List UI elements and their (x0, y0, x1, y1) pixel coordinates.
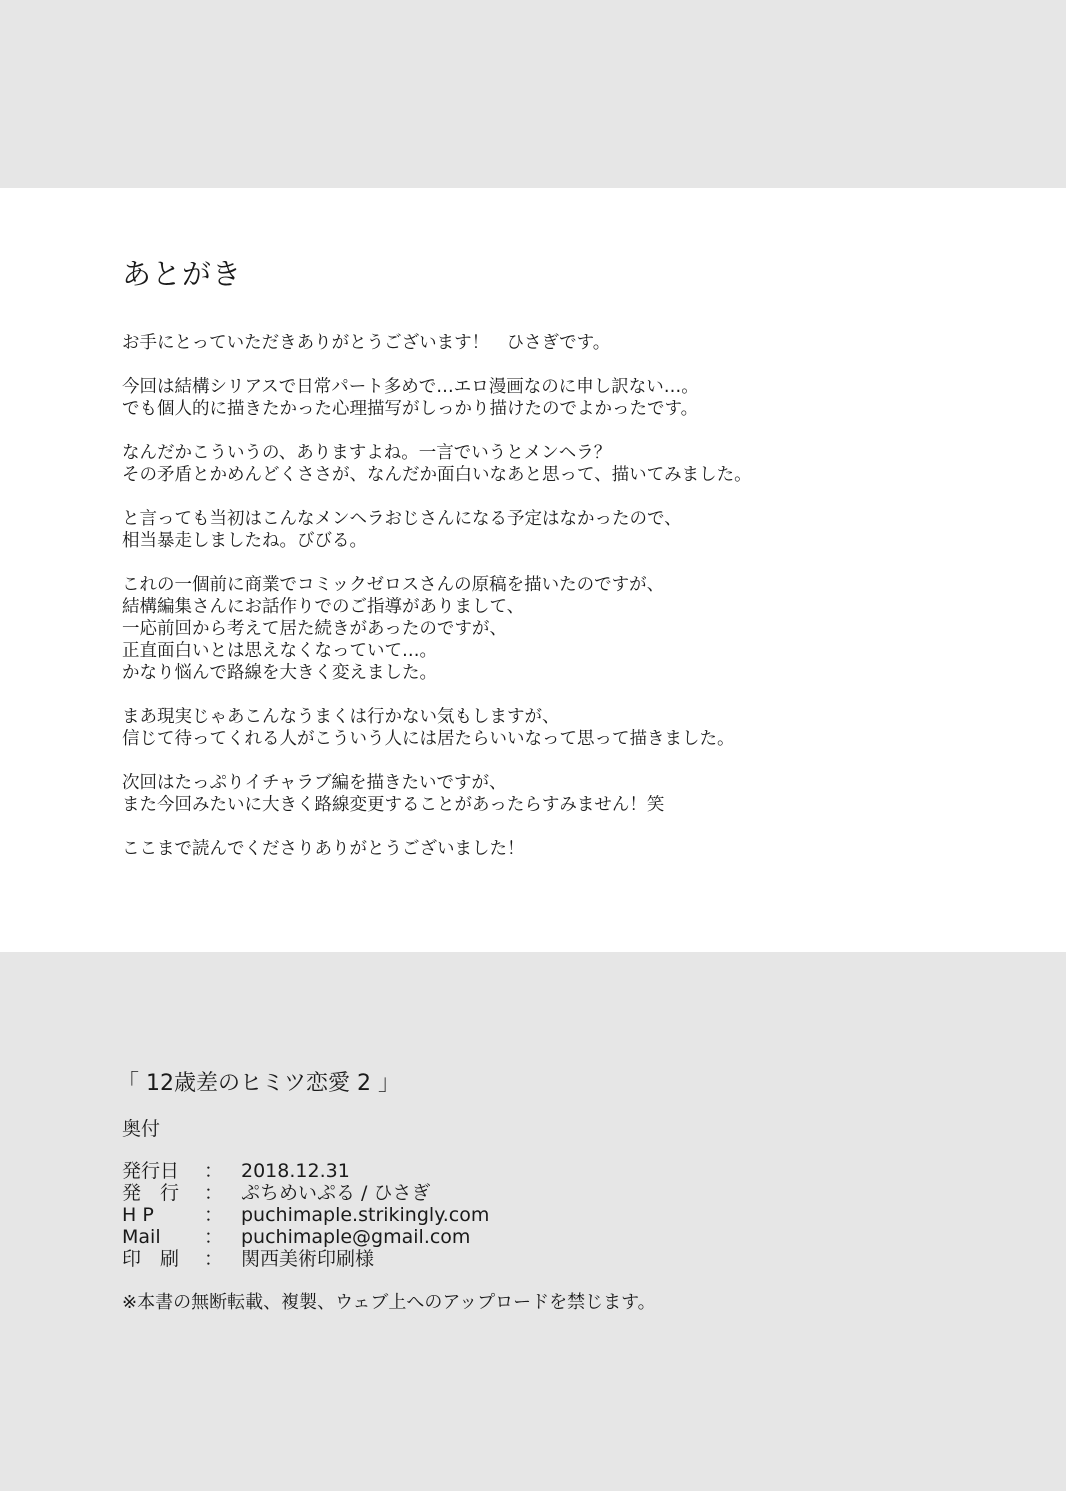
colophon-value: puchimaple@gmail.com (241, 1226, 471, 1248)
colophon-separator: ： (204, 1182, 224, 1204)
afterword-line: 結構編集さんにお話作りでのご指導がありまして、 (122, 597, 525, 617)
colophon-row-homepage (122, 1204, 489, 1226)
afterword-line: まあ現実じゃあこんなうまくは行かない気もしますが、 (122, 707, 560, 727)
afterword-line: 正直面白いとは思えなくなっていて…。 (122, 641, 437, 661)
afterword-line: また今回みたいに大きく路線変更することがあったらすみません！笑 (122, 795, 665, 815)
afterword-line: これの一個前に商業でコミックゼロスさんの原稿を描いたのですが、 (122, 575, 665, 595)
afterword-line: と言っても当初はこんなメンヘラおじさんになる予定はなかったので、 (122, 509, 682, 529)
afterword-paragraph (122, 706, 922, 750)
copyright-notice: ※本書の無断転載、複製、ウェブ上へのアップロードを禁じます。 (122, 1292, 656, 1313)
afterword-line: 一応前回から考えて居た続きがあったのですが、 (122, 619, 507, 639)
afterword-body (122, 332, 922, 882)
afterword-line: 次回はたっぷりイチャラブ編を描きたいですが、 (122, 773, 507, 793)
colophon-separator: ： (204, 1204, 224, 1226)
top-margin-band (0, 0, 1066, 188)
afterword-line: でも個人的に描きたかった心理描写がしっかり描けたのでよかったです。 (122, 399, 699, 419)
afterword-line: ここまで読んでくださりありがとうございました！ (122, 839, 525, 859)
afterword-paragraph (122, 508, 922, 552)
afterword-line: 信じて待ってくれる人がこういう人には居たらいいなって思って描きました。 (122, 729, 735, 749)
colophon-separator: ： (204, 1248, 224, 1270)
afterword-paragraph (122, 442, 922, 486)
afterword-line: かなり悩んで路線を大きく変えました。 (122, 663, 437, 683)
afterword-line: 相当暴走しましたね。びびる。 (122, 531, 367, 551)
colophon-value: 関西美術印刷様 (241, 1248, 375, 1270)
colophon-label: Mail (122, 1226, 161, 1248)
colophon-row-publish-date (122, 1160, 489, 1182)
colophon-row-publisher (122, 1182, 489, 1204)
afterword-line: その矛盾とかめんどくささが、なんだか面白いなあと思って、描いてみました。 (122, 465, 752, 485)
colophon-label: 発 行 (122, 1182, 180, 1204)
colophon-separator: ： (204, 1226, 224, 1248)
colophon-separator: ： (204, 1160, 224, 1182)
colophon-row-mail (122, 1226, 489, 1248)
afterword-paragraph (122, 332, 922, 354)
colophon-label: H P (122, 1204, 154, 1226)
book-title: 「 12歳差のヒミツ恋愛 2 」 (117, 1071, 400, 1096)
colophon-value: puchimaple.strikingly.com (241, 1204, 490, 1226)
afterword-line: お手にとっていただきありがとうございます！ ひさぎです。 (122, 333, 611, 353)
afterword-paragraph (122, 574, 922, 684)
colophon-row-printer (122, 1248, 489, 1270)
colophon-value: ぷちめいぷる / ひさぎ (241, 1182, 431, 1204)
colophon-value: 2018.12.31 (241, 1160, 350, 1182)
colophon-heading: 奥付 (122, 1118, 161, 1140)
afterword-line: なんだかこういうの、ありますよね。一言でいうとメンヘラ？ (122, 443, 612, 463)
afterword-paragraph (122, 376, 922, 420)
afterword-paragraph (122, 838, 922, 860)
afterword-title: あとがき (122, 257, 243, 291)
colophon-label: 発行日 (122, 1160, 180, 1182)
afterword-line: 今回は結構シリアスで日常パート多めで…エロ漫画なのに申し訳ない…。 (122, 377, 699, 397)
colophon-label: 印 刷 (122, 1248, 180, 1270)
afterword-paragraph (122, 772, 922, 816)
colophon-table (122, 1160, 489, 1270)
